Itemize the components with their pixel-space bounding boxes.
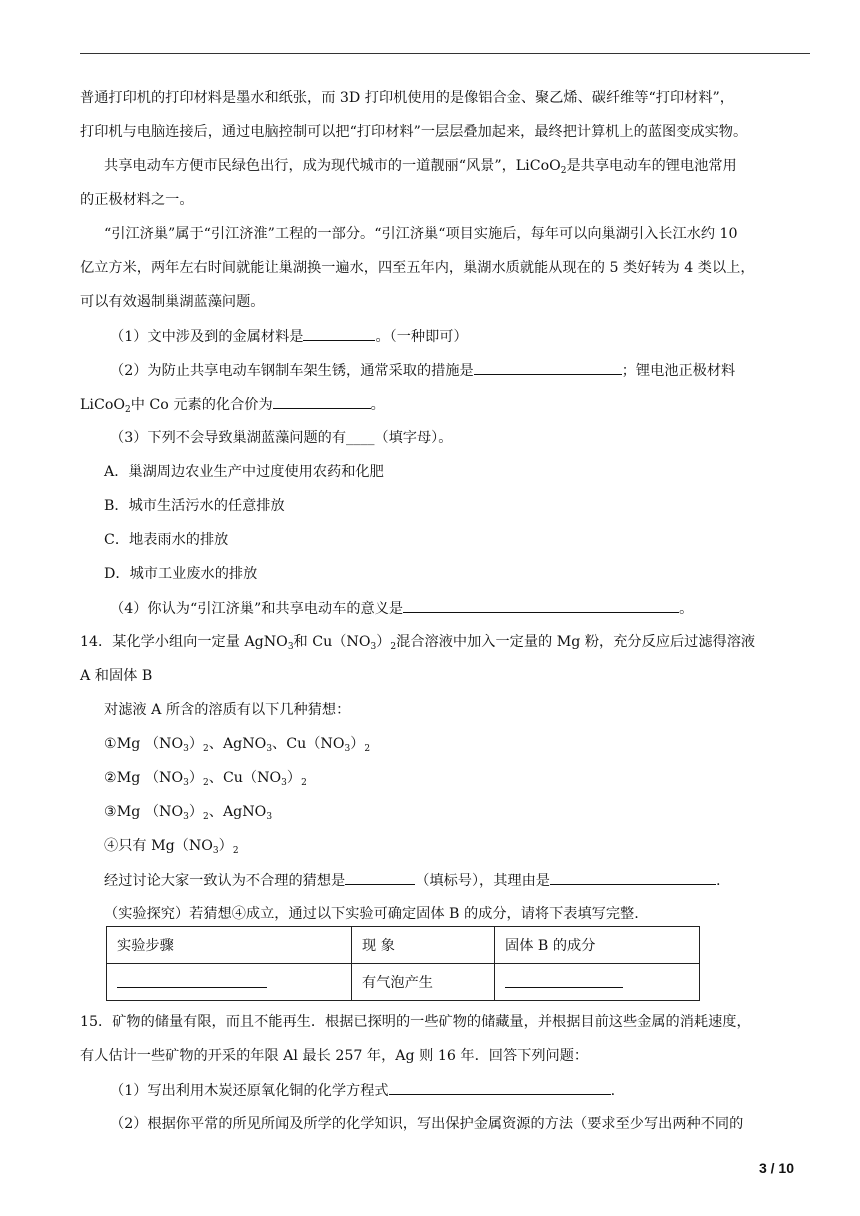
header-rule [80, 53, 810, 54]
question-15-1: （1）写出利用木炭还原氧化铜的化学方程式 . [110, 1080, 615, 1101]
answer-blank[interactable]: ____ [346, 430, 375, 446]
question-15-2: （2）根据你平常的所见所闻及所学的化学知识，写出保护金属资源的方法（要求至少写出两种不同的 [110, 1116, 744, 1132]
question-14: 14．某化学小组向一定量 AgNO$_3$和 $Cu(NO_3)_2$混合溶液中加入一定量的 Mg 粉，充分反应后过滤得溶液 [80, 634, 756, 652]
table-header-row [107, 927, 700, 964]
guess-2: ②Mg $(NO_3)_2$、$Cu(NO_3)_2$ [104, 770, 307, 788]
table-cell-steps [107, 964, 352, 1001]
paragraph-line: “引江济巢”属于“引江济淮”工程的一部分。“引江济巢“项目实施后，每年可以向巢湖引入长江水约 10 [104, 226, 738, 242]
table-header-cell: 固体 B 的成分 [495, 927, 700, 964]
answer-blank[interactable] [345, 870, 415, 885]
guess-3: ③Mg $(NO_3)_2$、AgNO$_3$ [104, 804, 273, 822]
guess-4: ④只有 $Mg(NO_3)_2$ [104, 838, 239, 856]
option-b: B．城市生活污水的任意排放 [104, 498, 285, 514]
question-1: （1）文中涉及到的金属材料是 。（一种即可） [110, 326, 468, 347]
experiment-table [106, 926, 700, 1001]
question-14-cont: A 和固体 B [80, 668, 153, 684]
answer-blank[interactable] [403, 598, 679, 613]
question-15-cont: 有人估计一些矿物的开采的年限 Al 最长 257 年，Ag 则 16 年．回答下列问题： [80, 1048, 589, 1064]
question-14-intro: 对滤液 A 所含的溶质有以下几种猜想： [104, 702, 351, 718]
answer-blank[interactable] [303, 326, 375, 341]
answer-blank[interactable] [273, 394, 371, 409]
option-d: D．城市工业废水的排放 [104, 566, 258, 582]
discussion-line: 经过讨论大家一致认为不合理的猜想是 （填标号），其理由是 . [104, 870, 721, 891]
table-row [107, 964, 700, 1001]
paragraph-line: 可以有效遏制巢湖蓝藻问题。 [80, 294, 265, 310]
option-a: A．巢湖周边农业生产中过度使用农药和化肥 [104, 464, 384, 480]
question-15: 15．矿物的储量有限，而且不能再生．根据已探明的一些矿物的储藏量，并根据目前这些金属的消耗速度， [80, 1014, 751, 1030]
question-3: （3）下列不会导致巢湖蓝藻问题的有____（填字母）。 [110, 430, 453, 446]
answer-blank[interactable] [550, 870, 716, 885]
paragraph-line: 的正极材料之一。 [80, 192, 194, 208]
question-4: （4）你认为“引江济巢”和共享电动车的意义是 。 [110, 598, 693, 619]
table-header-cell: 实验步骤 [107, 927, 352, 964]
paragraph-line: 打印机与电脑连接后，通过电脑控制可以把“打印材料”一层层叠加起来，最终把计算机上的蓝图变成实物。 [80, 124, 748, 140]
answer-blank[interactable] [505, 973, 623, 988]
question-2: （2）为防止共享电动车钢制车架生锈，通常采取的措施是 ；锂电池正极材料 [110, 360, 735, 381]
answer-blank[interactable] [474, 360, 622, 375]
option-c: C．地表雨水的排放 [104, 532, 229, 548]
paragraph-line: 共享电动车方便市民绿色出行，成为现代城市的一道靓丽“风景”，LiCoO$_2$是共享电动车的锂电池常用 [104, 158, 737, 176]
paragraph-line: 亿立方米，两年左右时间就能让巢湖换一遍水，四至五年内，巢湖水质就能从现在的 5 类好转为 4 类以上， [80, 260, 755, 276]
experiment-prompt: （实验探究）若猜想④成立，通过以下实验可确定固体 B 的成分，请将下表填写完整. [104, 906, 639, 922]
table-header-cell: 现 象 [352, 927, 495, 964]
paragraph-line: 普通打印机的打印材料是墨水和纸张，而 3D 打印机使用的是像铝合金、聚乙烯、碳纤维等“打印材料”， [80, 90, 734, 106]
page-number: 3 / 10 [758, 1160, 794, 1176]
table-cell-composition [495, 964, 700, 1001]
answer-blank[interactable] [389, 1080, 611, 1095]
question-2-cont: LiCoO$_2$中 Co 元素的化合价为 。 [80, 394, 385, 415]
table-cell-phenomenon: 有气泡产生 [352, 964, 495, 1001]
answer-blank[interactable] [117, 973, 267, 988]
guess-1: ①Mg $(NO_3)_2$、AgNO$_3$、$Cu(NO_3)_2$ [104, 736, 371, 754]
